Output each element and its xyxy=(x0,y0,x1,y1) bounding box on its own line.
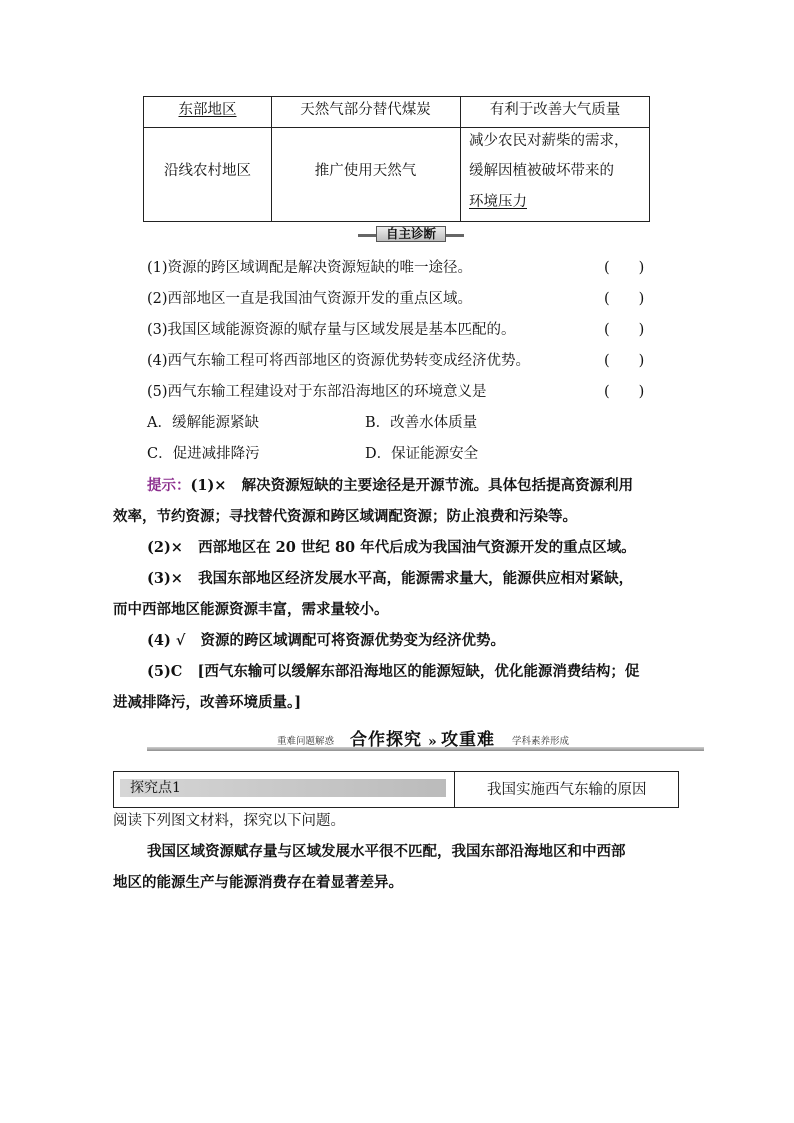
explore-title: 我国实施西气东输的原因 xyxy=(487,782,647,798)
hint-line-2: 效率，节约资源；寻找替代资源和跨区域调配资源；防止浪费和污染等。 xyxy=(113,508,577,525)
hint-text: [西气东输可以缓解东部沿海地区的能源短缺，优化能源消费结构；促 xyxy=(197,663,640,680)
explore-point-box xyxy=(113,771,679,808)
hint-answer-5 xyxy=(147,662,639,682)
banner-right-caption: 学科素养形成 xyxy=(512,736,570,747)
question-3: (3)我国区域能源资源的赋存量与区域发展是基本匹配的。 xyxy=(147,322,516,338)
explore-tag-label: 探究点1 xyxy=(130,780,181,796)
hint-text: 西部地区在 20 世纪 80 年代后成为我国油气资源开发的重点区域。 xyxy=(198,539,636,556)
hint-mark: (3)× xyxy=(147,570,183,587)
hint-line-1 xyxy=(147,476,633,496)
table-divider xyxy=(144,127,649,128)
answer-blank[interactable]: ( ) xyxy=(604,353,645,369)
banner-title-2: 攻重难 xyxy=(441,730,495,750)
banner-title: 合作探究 xyxy=(350,730,422,750)
answer-blank[interactable]: ( ) xyxy=(604,260,645,276)
paragraph-line-1: 我国区域资源赋存量与区域发展水平很不匹配，我国东部沿海地区和中西部 xyxy=(147,843,626,860)
explore-tag xyxy=(120,779,446,797)
hint-answer-3-cont: 而中西部地区能源资源丰富，需求量较小。 xyxy=(113,601,389,618)
hint-text: 资源的跨区域调配可将资源优势变为经济优势。 xyxy=(200,632,506,649)
hint-mark: (2)× xyxy=(147,539,183,556)
table-cell: 有利于改善大气质量 xyxy=(489,102,621,118)
hint-text: 解决资源短缺的主要途径是开源节流。具体包括提高资源利用 xyxy=(241,477,634,494)
option-b[interactable]: B．改善水体质量 xyxy=(365,415,478,431)
paragraph-line-2: 地区的能源生产与能源消费存在着显著差异。 xyxy=(113,874,403,891)
self-diagnosis-badge xyxy=(358,226,464,244)
question-4: (4)西气东输工程可将西部地区的资源优势转变成经济优势。 xyxy=(147,353,531,369)
hint-text: 我国东部地区经济发展水平高，能源需求量大，能源供应相对紧缺， xyxy=(198,570,634,587)
option-c[interactable]: C．促进减排降污 xyxy=(147,446,260,462)
answer-blank[interactable]: ( ) xyxy=(604,291,645,307)
table-cell: 减少农民对薪柴的需求， xyxy=(469,133,629,149)
hint-answer-2 xyxy=(147,538,636,558)
hint-mark: (5)C xyxy=(147,663,183,680)
hint-label: 提示： xyxy=(147,477,191,494)
question-1: (1)资源的跨区域调配是解决资源短缺的唯一途径。 xyxy=(147,260,473,276)
section-banner xyxy=(147,730,704,752)
hint-answer-3 xyxy=(147,569,633,589)
table-cell: 环境压力 xyxy=(469,194,527,210)
hint-mark: (1)× xyxy=(190,477,227,494)
table-cell: 天然气部分替代煤炭 xyxy=(300,102,431,118)
question-5: (5)西气东输工程建设对于东部沿海地区的环境意义是 xyxy=(147,384,487,400)
answer-blank[interactable]: ( ) xyxy=(604,384,645,400)
question-2: (2)西部地区一直是我国油气资源开发的重点区域。 xyxy=(147,291,473,307)
option-a[interactable]: A．缓解能源紧缺 xyxy=(147,415,259,431)
banner-left-caption: 重难问题解惑 xyxy=(277,736,335,747)
table-cell: 沿线农村地区 xyxy=(164,163,251,179)
table-cell: 东部地区 xyxy=(178,102,237,118)
hint-answer-4 xyxy=(147,631,505,651)
badge-label: 自主诊断 xyxy=(376,226,446,242)
hint-mark: (4) √ xyxy=(147,632,186,649)
intro-text: 阅读下列图文材料，探究以下问题。 xyxy=(113,813,345,829)
double-chevron-icon: » xyxy=(428,734,438,750)
answer-blank[interactable]: ( ) xyxy=(604,322,645,338)
hint-answer-5-cont: 进减排降污，改善环境质量。] xyxy=(113,694,302,711)
option-d[interactable]: D．保证能源安全 xyxy=(365,446,479,462)
resource-table xyxy=(143,96,650,222)
table-cell: 缓解因植被破坏带来的 xyxy=(469,163,614,179)
table-cell: 推广使用天然气 xyxy=(314,163,417,179)
